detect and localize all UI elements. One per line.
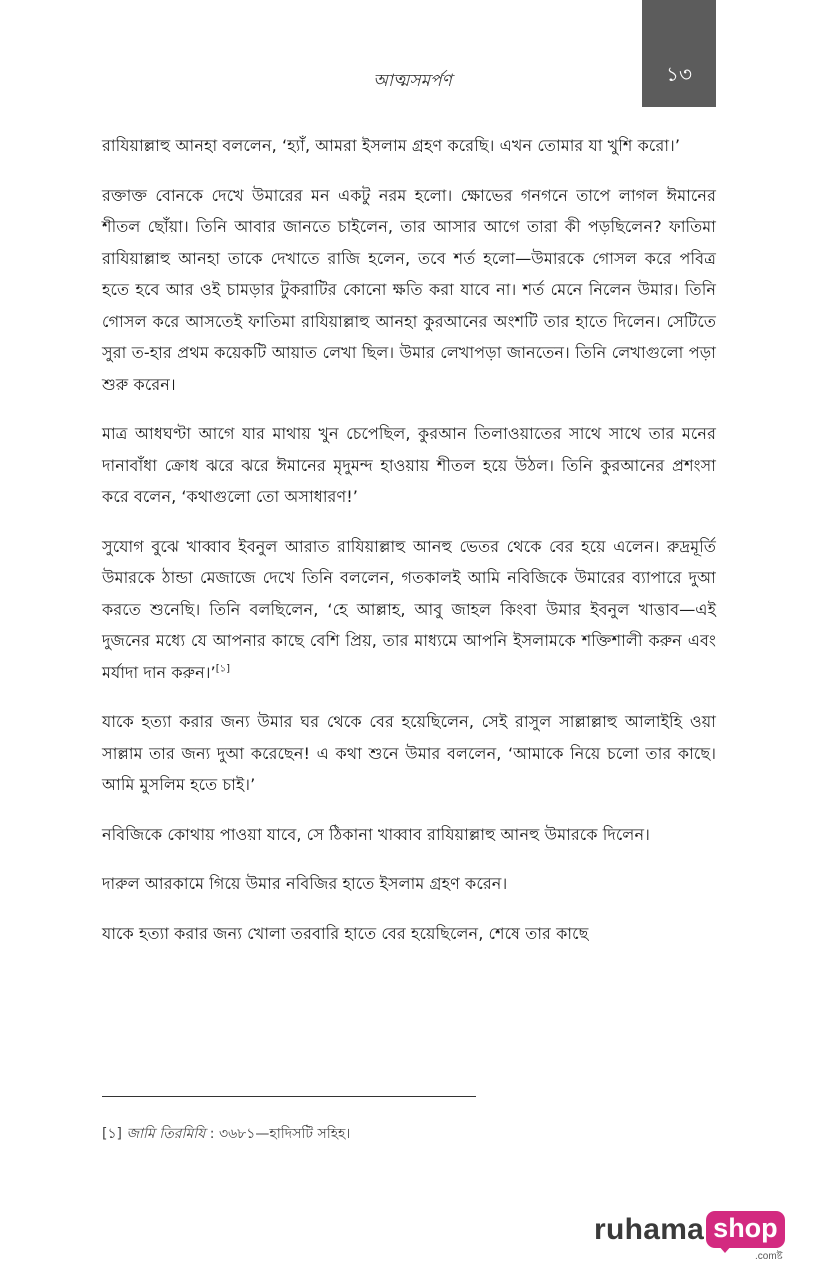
footnote — [102, 1122, 350, 1146]
paragraph: দারুল আরকামে গিয়ে উমার নবিজির হাতে ইসলাম গ্রহণ করেন। — [102, 874, 508, 893]
paragraph-text: সুযোগ বুঝে খাব্বাব ইবনুল আরাত রাযিয়াল্লাহু আনহু ভেতর থেকে বের হয়ে এলেন। রুদ্রমূর্তি উমারকে ঠান্ডা মেজাজে দেখে তিনি বললেন, গতকালই আমি নবিজিকে উমারের ব্যাপারে দুআ করতে শুনেছি। তিনি বলছিলেন, ‘হে আল্লাহ, আবু জাহল কিংবা উমার ইবনুল খাত্তাব—এই দুজনের মধ্যে যে আপনার কাছে বেশি প্রিয়, তার মাধ্যমে আপনি ইসলামকে শক্তিশালী করুন এবং মর্যাদা দান করুন।’ — [102, 536, 716, 682]
publisher-logo[interactable] — [594, 1211, 785, 1262]
page-body — [102, 130, 716, 967]
running-header: আত্মসমর্পণ — [373, 71, 452, 91]
footnote-source: জামি তিরমিযি — [126, 1126, 206, 1142]
logo-badge — [706, 1211, 785, 1266]
footnote-divider — [102, 1096, 476, 1097]
paragraph: নবিজিকে কোথায় পাওয়া যাবে, সে ঠিকানা খাব্বাব রাযিয়াল্লাহু আনহু উমারকে দিলেন। — [102, 824, 650, 844]
logo-speech-bubble: shop — [706, 1211, 785, 1248]
paragraph: মাত্র আধঘণ্টা আগে যার মাথায় খুন চেপেছিল, কুরআন তিলাওয়াতের সাথে সাথে তার মনের দানাবাঁধা ক্রোধ ঝরে ঝরে ঈমানের মৃদুমন্দ হাওয়ায় শীতল হয়ে উঠল। তিনি কুরআনের প্রশংসা করে বলেন, ‘কথাগুলো তো অসাধারণ!’ — [102, 424, 716, 506]
page-number: ১৩ — [666, 62, 692, 86]
footnote-marker: [১] — [102, 1126, 123, 1142]
paragraph-with-footnote — [102, 531, 716, 689]
logo-domain: .comষ্ট — [755, 1251, 783, 1262]
paragraph: রক্তাক্ত বোনকে দেখে উমারের মন একটু নরম হলো। ক্ষোভের গনগনে তাপে লাগল ঈমানের শীতল ছোঁয়া। তিনি আবার জানতে চাইলেন, তার আসার আগে তারা কী পড়ছিলেন? ফাতিমা রাযিয়াল্লাহু আনহা তাকে দেখাতে রাজি হলেন, তবে শর্ত হলো—উমারকে গোসল করে পবিত্র হতে হবে আর ওই চামড়ার টুকরাটির কোনো ক্ষতি করা যাবে না। শর্ত মেনে নিলেন উমার। তিনি গোসল করে আসতেই ফাতিমা রাযিয়াল্লাহু আনহা কুরআনের অংশটি তার হাতে দিলেন। সেটিতে সুরা ত-হার প্রথম কয়েকটি আয়াত লেখা ছিল। উমার লেখাপড়া জানতেন। তিনি লেখাগুলো পড়া শুরু করেন। — [102, 185, 716, 394]
speech-bubble-tail-icon — [718, 1245, 732, 1253]
paragraph: রাযিয়াল্লাহু আনহা বললেন, ‘হ্যাঁ, আমরা ইসলাম গ্রহণ করেছি। এখন তোমার যা খুশি করো।’ — [102, 136, 680, 155]
paragraph: যাকে হত্যা করার জন্য উমার ঘর থেকে বের হয়েছিলেন, সেই রাসুল সাল্লাল্লাহু আলাইহি ওয়া সাল্লাম তার জন্য দুআ করেছেন! এ কথা শুনে উমার বললেন, ‘আমাকে নিয়ে চলো তার কাছে। আমি মুসলিম হতে চাই।’ — [102, 712, 716, 794]
logo-wordmark: ruhama — [594, 1213, 705, 1246]
footnote-reference[interactable]: [১] — [215, 663, 230, 675]
paragraph: যাকে হত্যা করার জন্য খোলা তরবারি হাতে বের হয়েছিলেন, শেষে তার কাছে — [102, 923, 589, 943]
footnote-detail: : ৩৬৮১—হাদিসটি সহিহ। — [205, 1126, 351, 1142]
